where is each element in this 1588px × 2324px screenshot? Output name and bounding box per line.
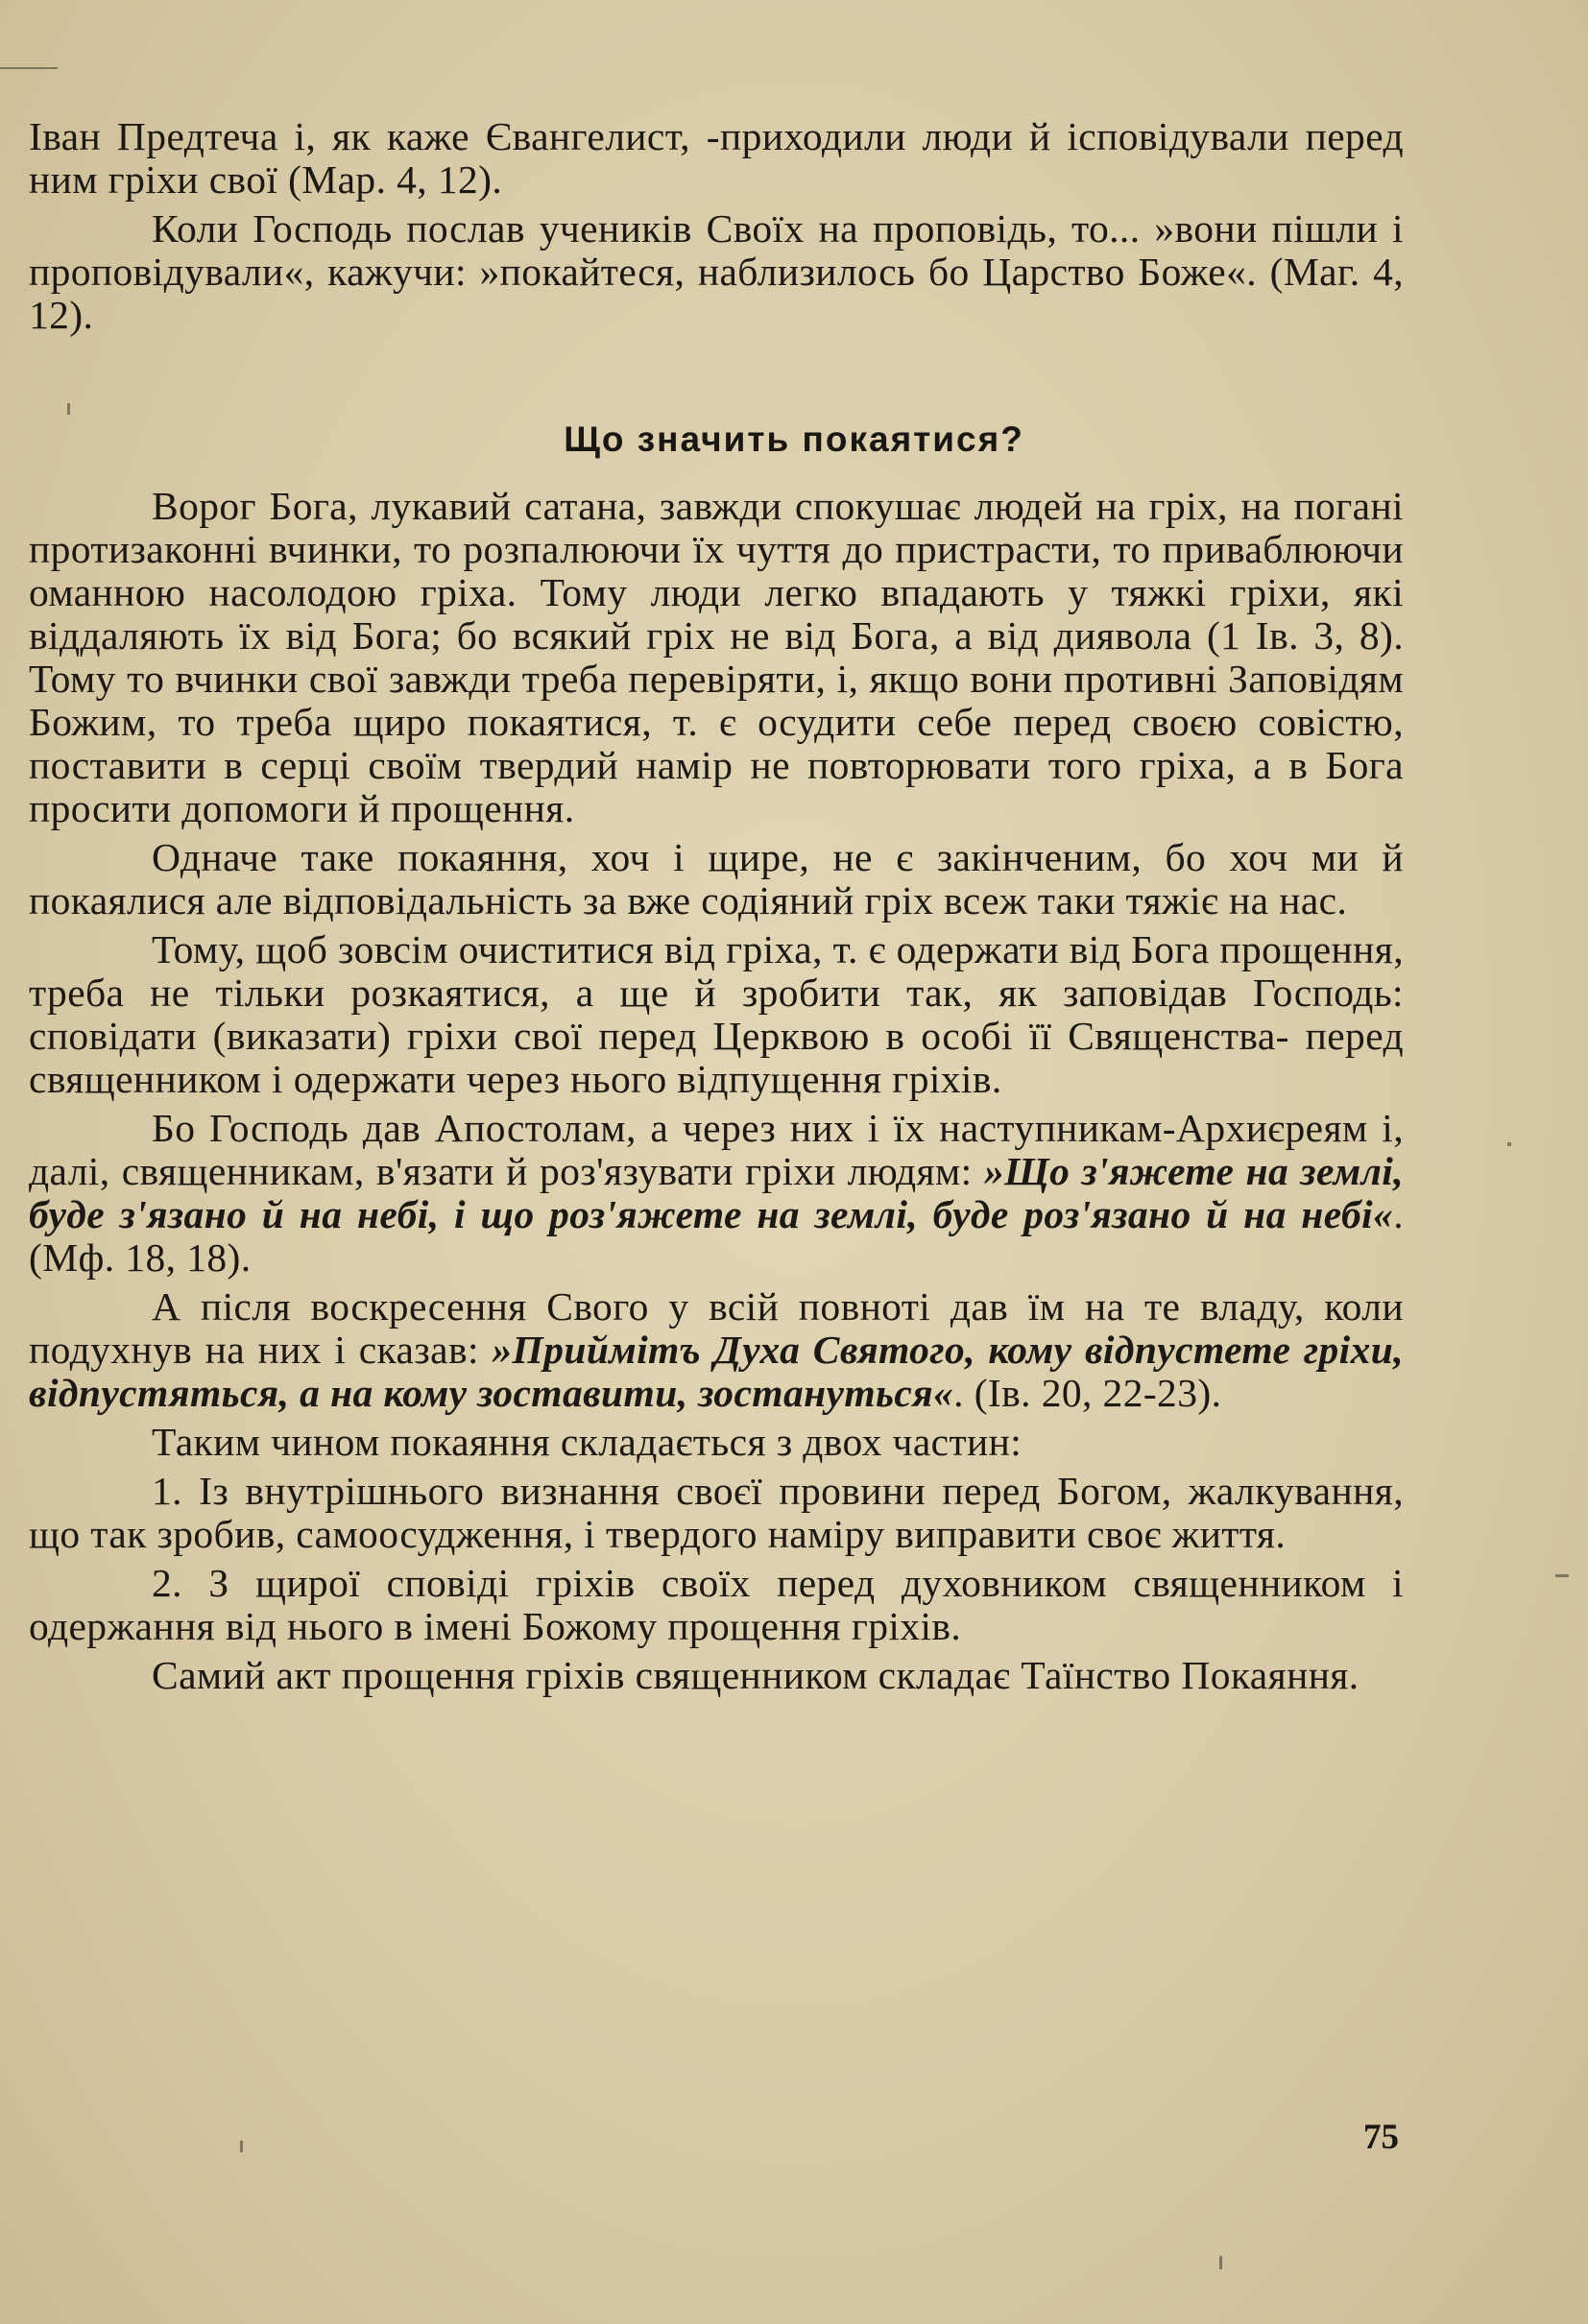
scan-speck: [0, 67, 58, 69]
scan-speck: [240, 2141, 243, 2152]
scripture-quote-matthew: »Що з'яжете на землі, буде з'язано й на небі, і що роз'яжете на землі, буде роз'язано й на небі«: [29, 1149, 1405, 1236]
top-paragraph-1: Іван Предтеча і, як каже Євангелист, -приходили люди й ісповідували перед ним гріхи свої (Мар. 4, 12).: [29, 114, 1404, 202]
paragraph-5-text: А після воскресення Свого у всій повноті дав їм на те владу, коли подухнув на них і сказав:: [29, 1284, 1404, 1372]
paragraph-5-citation: . (Ів. 20, 22-23).: [953, 1371, 1222, 1415]
section-heading: Що значить покаятися?: [564, 419, 1024, 459]
body-paragraph-2: Одначе таке покаяння, хоч і щире, не є закінченим, бо хоч ми й покаялися але відповідальність за вже содіяний гріх всеж таки тяжіє на нас.: [29, 835, 1404, 922]
body-paragraph-6: Таким чином покаяння складається з двох частин:: [152, 1420, 1023, 1464]
paragraph-4-citation: . (Мф. 18, 18).: [29, 1192, 1404, 1280]
scan-speck: [1219, 2256, 1222, 2269]
top-paragraph-2: Коли Господь послав учеників Своїх на проповідь, то... »вони пішли і проповідували«, кажучи: »покайтеся, наблизилось бо Царство Боже«. (Маг. 4, 12).: [29, 206, 1404, 337]
body-paragraph-1: Ворог Бога, лукавий сатана, завжди спокушає людей на гріх, на погані протизаконні вчинки, то розпалюючи їх чуття до пристрасти, то приваблюючи оманною насолодою гріха. Тому люди легко впадають у тяжкі гріхи, які віддаляють їх від Бога; бо всякий гріх не від Бога, а від диявола (1 Ів. 3, 8). Тому то вчинки свої завжди треба перевіряти, і, якщо вони противні Заповідям Божим, то треба щиро покаятися, т. є осудити себе перед своєю совістю, поставити в серці своїм твердий намір не повторювати того гріха, а в Бога просити допомоги й прощення.: [29, 484, 1404, 830]
scan-speck: [1555, 1574, 1569, 1577]
scan-speck: [67, 403, 70, 415]
paragraph-4-text: Бо Господь дав Апостолам, а через них і їх наступникам-Архиєреям і, далі, священникам, в'язати й роз'язувати гріхи людям:: [29, 1106, 1404, 1193]
scripture-quote-john: »Приймітъ Духа Святого, кому відпустете гріхи, відпустяться, а на кому зоставити, зостануться«: [29, 1328, 1404, 1415]
body-paragraph-5: [29, 1285, 1404, 1415]
body-paragraph-7: 1. Із внутрішнього визнання своєї провини перед Богом, жалкування, що так зробив, самоосудження, і твердого наміру виправити своє життя.: [29, 1469, 1404, 1556]
page-number: 75: [1363, 2118, 1399, 2157]
top-text-block: [29, 115, 1404, 343]
body-paragraph-3: Тому, щоб зовсім очиститися від гріха, т. є одержати від Бога прощення, треба не тільки розкаятися, а ще й зробити так, як заповідав Господь: сповідати (виказати) гріхи свої перед Церквою в особі її Священства- перед священником і одержати через нього відпущення гріхів.: [29, 927, 1404, 1101]
scan-speck: [1507, 1142, 1511, 1146]
body-paragraph-4: [29, 1107, 1404, 1280]
main-text-block: [29, 485, 1404, 1703]
body-paragraph-8: 2. З щирої сповіді гріхів своїх перед духовником священником і одержання від нього в імені Божому прощення гріхів.: [29, 1561, 1404, 1648]
body-paragraph-9: Самий акт прощення гріхів священником складає Таїнство Покаяння.: [152, 1653, 1359, 1697]
